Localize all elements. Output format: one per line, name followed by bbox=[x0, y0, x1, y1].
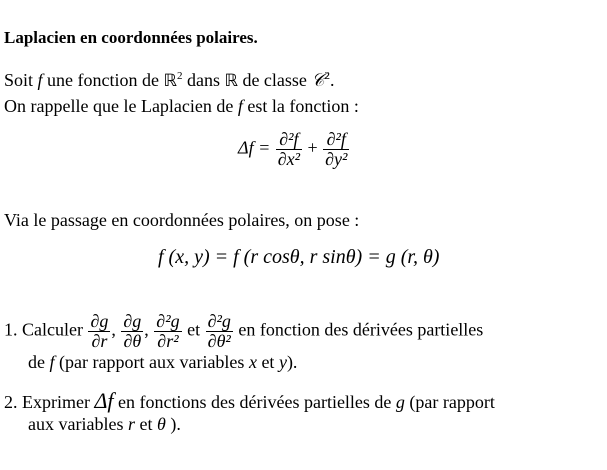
comma: , bbox=[144, 319, 149, 340]
question-text: en fonctions des dérivées partielles de bbox=[113, 392, 396, 412]
var-theta: θ bbox=[156, 414, 166, 434]
fraction-numerator: ∂²g bbox=[156, 311, 180, 331]
question-1 bbox=[4, 312, 483, 351]
polar-formula-text: f (x, y) = f (r cosθ, r sinθ) = g (r, θ) bbox=[158, 246, 440, 268]
fraction bbox=[206, 312, 233, 351]
var-f: f bbox=[37, 70, 43, 90]
page-title: Laplacien en coordonnées polaires. bbox=[4, 28, 258, 47]
fraction-numerator: ∂g bbox=[123, 311, 142, 331]
fraction bbox=[154, 312, 181, 351]
laplacian-lhs: Δf = bbox=[238, 137, 271, 158]
fraction-denominator: ∂θ² bbox=[207, 330, 231, 351]
question-text: de bbox=[28, 352, 50, 372]
fraction-numerator: ∂²f bbox=[323, 130, 349, 150]
real-numbers-symbol: ℝ bbox=[163, 71, 177, 91]
laplacian-formula bbox=[238, 130, 350, 169]
question-text: Calculer bbox=[22, 319, 83, 340]
var-y: y bbox=[278, 352, 287, 372]
question-text: Exprimer bbox=[22, 392, 90, 412]
intro-text: dans bbox=[182, 70, 225, 90]
polar-formula bbox=[158, 246, 439, 269]
fraction-denominator: ∂θ bbox=[123, 330, 142, 351]
question-text: ). bbox=[286, 352, 298, 372]
intro-text: est la fonction : bbox=[242, 96, 359, 116]
question-text: en fonction des dérivées partielles bbox=[238, 319, 484, 340]
comma: , bbox=[111, 319, 116, 340]
question-text: et bbox=[134, 414, 157, 434]
fraction-denominator: ∂r bbox=[91, 330, 108, 351]
plus-sign: + bbox=[307, 137, 318, 158]
var-r: r bbox=[127, 414, 135, 434]
question-number: 1. bbox=[4, 319, 18, 340]
delta-f: Δf bbox=[94, 388, 114, 413]
intro-line-1 bbox=[4, 70, 335, 91]
real-numbers-symbol: ℝ bbox=[224, 71, 238, 91]
question-text: et bbox=[187, 319, 201, 340]
fraction-numerator: ∂g bbox=[90, 311, 109, 331]
intro-line-2 bbox=[4, 96, 359, 117]
var-f: f bbox=[237, 96, 243, 116]
fraction-numerator: ∂²f bbox=[276, 130, 302, 150]
exponent: 2 bbox=[176, 70, 183, 82]
intro-text: une fonction de bbox=[42, 70, 164, 90]
fraction bbox=[121, 312, 143, 351]
fraction bbox=[88, 312, 110, 351]
intro-text: On rappelle que le Laplacien de bbox=[4, 96, 238, 116]
intro-text: Soit bbox=[4, 70, 38, 90]
fraction bbox=[323, 130, 349, 169]
exponent: 2 bbox=[324, 70, 331, 82]
intro-text: . bbox=[330, 70, 335, 90]
fraction-numerator: ∂²g bbox=[207, 311, 231, 331]
fraction-denominator: ∂r² bbox=[157, 330, 179, 351]
question-text: (par rapport aux variables bbox=[54, 352, 249, 372]
question-1-line-2 bbox=[28, 352, 297, 373]
var-g: g bbox=[395, 392, 405, 412]
intro-text: de classe bbox=[237, 70, 312, 90]
var-x: x bbox=[248, 352, 257, 372]
question-text: (par rapport bbox=[404, 392, 495, 412]
question-2 bbox=[4, 388, 495, 414]
polar-intro: Via le passage en coordonnées polaires, on pose : bbox=[4, 210, 360, 230]
fraction-denominator: ∂y² bbox=[325, 148, 348, 169]
var-f: f bbox=[49, 352, 55, 372]
class-c-symbol: 𝒞 bbox=[311, 70, 325, 91]
question-text: et bbox=[256, 352, 279, 372]
question-text: aux variables bbox=[28, 414, 128, 434]
question-number: 2. bbox=[4, 392, 18, 412]
fraction bbox=[276, 130, 302, 169]
fraction-denominator: ∂x² bbox=[277, 148, 300, 169]
question-2-line-2 bbox=[28, 414, 181, 435]
question-text: ). bbox=[165, 414, 181, 434]
